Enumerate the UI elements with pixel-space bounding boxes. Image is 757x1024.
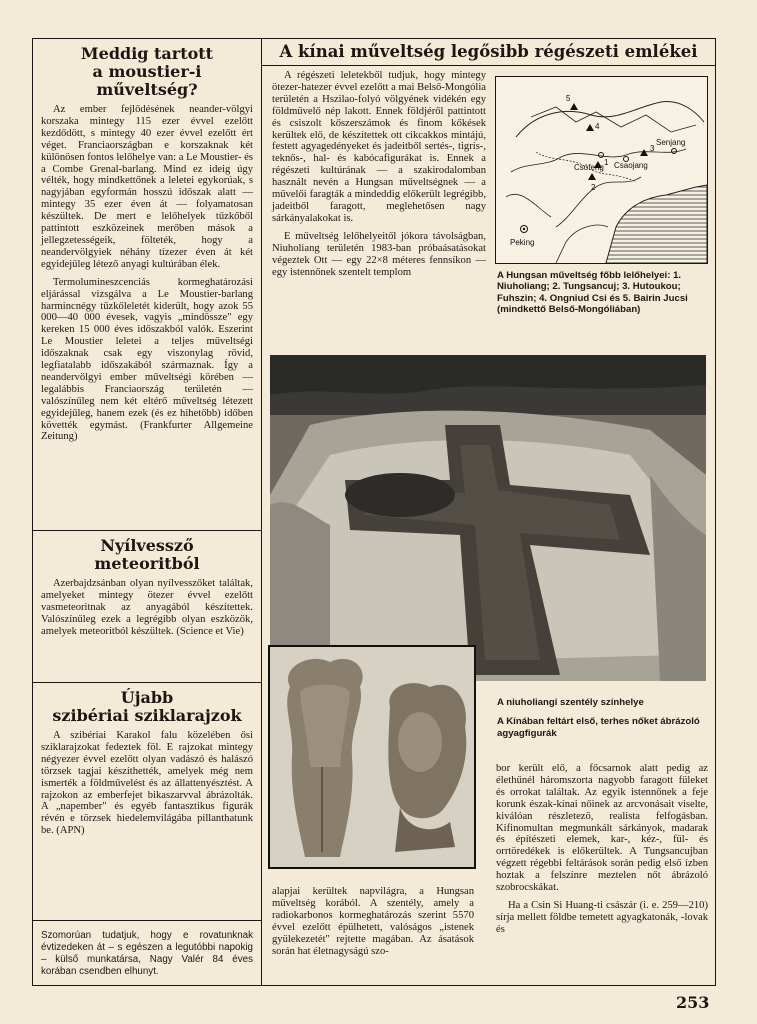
article-body	[41, 578, 253, 638]
main-article-header	[262, 38, 716, 66]
location-map	[495, 76, 708, 264]
city-label: Senjang	[656, 138, 686, 147]
obituary-note	[33, 921, 261, 985]
paragraph: Azerbajdzsánban olyan nyílvesszőket találtak, amelyeket mintegy ötezer évvel ezelőtt vasmeteoritnak az anyagából készítettek. Valószínűleg ezek a legrégibb olyan eszközök, amelyek meteoritból készültek. (Science et Vie)	[41, 578, 253, 637]
paragraph: Az ember fejlődésének neander-völgyi korszaka mintegy 115 ezer évvel ezelőtt kezdődött, s mintegy 40 ezer évvel ezelőtt ért véget. Franciaországban e korszaknak két különösen fontos lelőhelye van: a Le Moustier- és a Combe Grenal-barlang. Mind ez ideig úgy vélték, hogy mindkettőnek a leletei egykorúak, s nagyjában egyformán hosszú időszak alatt — mintegy 35 ezer éven át — folyamatosan készültek. De mert e lelőhelyek tűzkőből pattintott eszközeinek merőben mások a jellegzetességeik, fölteték, hogy a neandervölgyiek néhány tízezer éven át két egyidejűleg létező anyagi kultúrában élek.	[41, 104, 253, 270]
article-meteorite	[33, 531, 261, 683]
title-line: Meddig tartott	[80, 44, 214, 63]
paragraph: alapjai kerültek napvilágra, a Hungsan műveltség korából. A szentély, amely a radiokarbonos kormeghatározás szerint 5570 évvel ezelőtt épülhetett, valóságos „istenek gyülekezetét" rejtette magában. Az ásatások során hat életnagyságú szo-	[272, 886, 474, 957]
excavation-image	[270, 355, 706, 681]
page-number: 253	[676, 993, 710, 1012]
title-line: meteoritból	[94, 554, 200, 573]
title-line: műveltség?	[96, 80, 198, 99]
article-title	[41, 537, 253, 573]
left-column	[32, 38, 262, 986]
paragraph: bor került elő, a főcsarnok alatt pedig az élethűnél háromszorta nagyobb faragott füleket és orrokat találtak. Az egyik istennőnek a feje korunk észak-kínai nőinek az arcvonásait viselte, kiválóan részletezö, realista felfogásban. Kifinomultan megmunkált sárkányok, madarak és építészeti elemek, kar-, kéz-, fül- és orrtöredékek is előkerültek. A Tungsancujban végzett régebbi feltárások során pedig első ízben hoztak a felszínre meztelen nőt ábrázoló szobrocskákat.	[496, 763, 708, 894]
site-number: 2	[591, 183, 596, 192]
article-title	[41, 45, 253, 99]
main-article-title: A kínai műveltség legősibb régészeti emlékei	[279, 42, 698, 61]
article-siberia	[33, 683, 261, 921]
title-line: Nyílvessző	[100, 536, 194, 555]
title-line: a moustier-i	[92, 62, 202, 81]
main-text-top	[272, 70, 486, 278]
main-text-bottom-right	[496, 763, 708, 936]
article-title	[41, 689, 253, 725]
figurines-photo	[268, 645, 476, 869]
note-text: Szomorúan tudatjuk, hogy e rovatunknak évtizedeken át – s egészen a legutóbbi napokig – külső munkatársa, Nagy Valér 84 éves korában csendben elhunyt.	[41, 930, 253, 977]
city-label: Peking	[510, 238, 535, 247]
main-text-bottom-left	[272, 886, 474, 957]
article-moustier	[33, 39, 261, 531]
site-number: 3	[650, 144, 655, 153]
map-graphic	[496, 77, 707, 263]
article-body	[41, 104, 253, 443]
figurines-image	[270, 647, 474, 867]
article-body	[41, 730, 253, 837]
photo-caption-figurines: A Kínában feltárt első, terhes nőket ábrázoló agyagfigurák	[497, 716, 700, 739]
paragraph: A régészeti leletekből tudjuk, hogy mintegy ötezer-hatezer évvel ezelőtt a mai Belső-Mongólia területén a Hszilao-folyó völgyének vidékén egy földművelő nép lakott. Ennek földjéről pattintott és csiszolt kőszerszámok és finom kőkések kerültek elő, de készítettek ott cikcakkos mintájú, festett agyagedényeket és jadeitből sertés-, tigris-, teknős-, hal- és kabócafigurákat is. Ennek a régészeti kultúrának — a szakirodalomban használt nevén a Hungsan műveltségnek — a művelői faragták a mindeddig előkerült legrégibb, jadeitből faragott, meglehetősen nagy sárkányalakokat is.	[272, 70, 486, 224]
title-line: Újabb	[120, 688, 174, 707]
photo-caption-site: A niuholiangi szentély színhelye	[497, 697, 644, 708]
paragraph: A szibériai Karakol falu közelében ősi sziklarajzokat fedeztek föl. E rajzokat mintegy négyezer évvel ezelőtt olyan vadászó és halászó törzsek tagjai készíthették, amelyek még nem ismerték a földművelést és az állattenyésztést. A rajzokon az emberfejet bikaszarvval ábrázolták. A „napember" és egyéb fantasztikus figurák révén e törzsek hiedelemvilágába pillanthatunk be. (APN)	[41, 730, 253, 837]
paragraph: Termolumineszcenciás kormeghatározási eljárással vizsgálva a Le Moustier-barlang harmincnégy tűzkőleletét kiderült, hogy azok 55 000—40 000 évesek, vagyis „mindössze" egy kereken 15 000 éves időszakból valók. Eszerint Le Moustier leletei a teljes műveltségi időszaknak csak egy viszonylag rövid, legfiatalabb időszakából származnak. Így a neandervölgyi ember műveltségi körében — legalábbis Franciaország területén — valószínűleg nem két eltérő műveltség létezett egyidejűleg, hanem ezek (és ez hihetőbb) időben követték egymást. (Frankfurter Allgemeine Zeitung)	[41, 276, 253, 443]
site-number: 1	[604, 158, 609, 167]
city-label: Csófeng	[574, 163, 604, 172]
paragraph: E műveltség lelőhelyeitől jókora távolságban, Niuholiang területén 1983-ban próbaásatásokat végeztek Ott — egy 22×8 méteres fennsíkon — egy istennőnek szentelt templom	[272, 230, 486, 278]
excavation-photo	[270, 355, 706, 681]
map-caption: A Hungsan műveltség főbb lelőhelyei: 1. Niuholiang; 2. Tungsancuj; 3. Hutoukou; Fuhszin; 4. Ongniud Csi és 5. Bairin Jucsi (mindkettő Belső-Mongóliában)	[497, 270, 688, 315]
site-number: 5	[566, 94, 571, 103]
site-number: 4	[595, 122, 600, 131]
paragraph: Ha a Csin Si Huang-ti császár (i. e. 259—210) sírja mellett földbe temetett agyagkatonák, -lovak és	[496, 899, 708, 935]
city-label: Csaojang	[614, 161, 648, 170]
title-line: szibériai sziklarajzok	[52, 706, 242, 725]
